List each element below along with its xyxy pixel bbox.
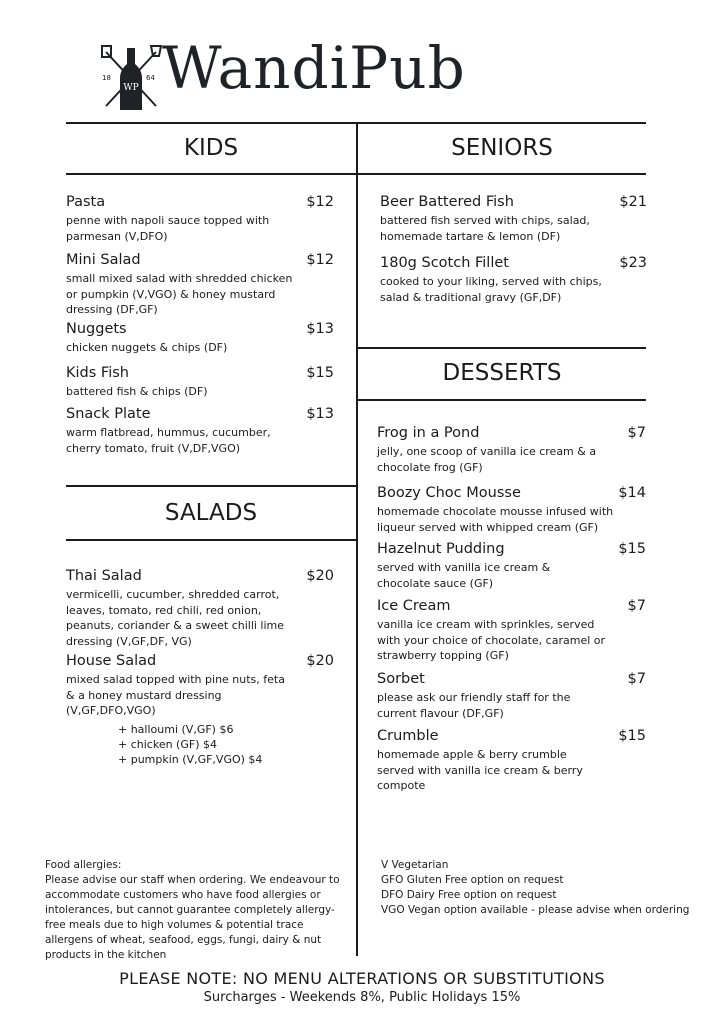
item-name: Beer Battered Fish xyxy=(380,194,514,210)
item-description: cooked to your liking, served with chips, salad & traditional gravy (GF,DF) xyxy=(380,275,602,304)
menu-item xyxy=(377,597,646,664)
item-price: $15 xyxy=(618,728,646,744)
item-name: 180g Scotch Fillet xyxy=(380,255,509,271)
item-price: $23 xyxy=(619,255,647,271)
item-name: Hazelnut Pudding xyxy=(377,541,505,557)
item-description: chicken nuggets & chips (DF) xyxy=(66,341,228,354)
brand-logo xyxy=(100,34,570,112)
menu-item xyxy=(377,484,646,535)
item-price: $7 xyxy=(627,598,646,614)
section-title-kids: KIDS xyxy=(183,135,239,161)
item-name: Pasta xyxy=(66,194,106,210)
menu-item xyxy=(66,364,334,400)
item-description: vermicelli, cucumber, shredded carrot, leaves, tomato, red chili, red onion, peanuts, coriander & a sweet chilli lime dressing (V,GF,DF, VG) xyxy=(66,588,285,648)
item-description: battered fish served with chips, salad, homemade tartare & lemon (DF) xyxy=(380,214,590,243)
divider-desserts-top xyxy=(356,347,646,349)
item-description: small mixed salad with shredded chicken or pumpkin (V,VGO) & honey mustard dressing (DF,GF) xyxy=(66,272,293,316)
dietary-legend xyxy=(381,858,701,918)
item-price: $7 xyxy=(627,671,646,687)
item-name: Boozy Choc Mousse xyxy=(377,485,521,501)
item-price: $13 xyxy=(306,321,334,337)
item-price: $15 xyxy=(618,541,646,557)
item-description: battered fish & chips (DF) xyxy=(66,385,208,398)
item-name: House Salad xyxy=(66,653,157,669)
item-price: $20 xyxy=(306,568,334,584)
section-title-seniors: SENIORS xyxy=(451,135,553,161)
item-name: Frog in a Pond xyxy=(377,425,480,441)
menu-item xyxy=(66,567,334,649)
legend-item: DFO Dairy Free option on request xyxy=(381,889,557,901)
item-name: Nuggets xyxy=(66,321,127,337)
salad-addons xyxy=(118,722,262,767)
item-description: homemade chocolate mousse infused with liqueur served with whipped cream (GF) xyxy=(377,505,614,534)
year-right: 64 xyxy=(146,74,155,82)
item-price: $12 xyxy=(306,194,334,210)
item-price: $12 xyxy=(306,252,334,268)
menu-item xyxy=(66,405,334,456)
item-name: Ice Cream xyxy=(377,598,451,614)
item-price: $7 xyxy=(627,425,646,441)
item-description: vanilla ice cream with sprinkles, served with your choice of chocolate, caramel or strawberry topping (GF) xyxy=(377,618,606,662)
item-name: Kids Fish xyxy=(66,365,129,381)
item-price: $14 xyxy=(618,485,646,501)
menu-item xyxy=(377,727,646,794)
item-name: Sorbet xyxy=(377,671,425,687)
surcharge-notice: Surcharges - Weekends 8%, Public Holidays 15% xyxy=(203,990,521,1005)
legend-item: VGO Vegan option available - please advise when ordering xyxy=(381,904,690,916)
menu-item xyxy=(380,193,647,244)
svg-text:WP: WP xyxy=(123,83,139,93)
menu-item xyxy=(377,670,646,721)
menu-item xyxy=(66,193,334,244)
brand-name: WandiPub xyxy=(162,34,466,102)
menu-item xyxy=(66,652,334,719)
legend-item: GFO Gluten Free option on request xyxy=(381,874,564,886)
section-title-salads: SALADS xyxy=(164,500,258,526)
allergy-heading: Food allergies: xyxy=(45,859,122,871)
divider-salads-top xyxy=(66,485,356,487)
item-price: $13 xyxy=(306,406,334,422)
menu-item xyxy=(380,254,647,305)
item-description: homemade apple & berry crumble served with vanilla ice cream & berry compote xyxy=(377,748,583,792)
section-title-desserts: DESSERTS xyxy=(442,360,562,386)
item-name: Crumble xyxy=(377,728,439,744)
divider-salads-bottom xyxy=(66,539,356,541)
item-description: served with vanilla ice cream & chocolate sauce (GF) xyxy=(377,561,551,590)
divider-desserts-bottom xyxy=(356,399,646,401)
item-description: penne with napoli sauce topped with parmesan (V,DFO) xyxy=(66,214,270,243)
item-price: $15 xyxy=(306,365,334,381)
allergy-text: Please advise our staff when ordering. We endeavour to accommodate customers who have food allergies or intolerances, but cannot guarantee completely allergy-free meals due to high volumes & potential trace allergens of wheat, seafood, eggs, fungi, dairy & nut products in the kitchen xyxy=(45,874,340,961)
item-description: mixed salad topped with pine nuts, feta & a honey mustard dressing (V,GF,DFO,VGO) xyxy=(66,673,285,717)
item-name: Snack Plate xyxy=(66,406,151,422)
year-left: 18 xyxy=(102,74,111,82)
item-price: $21 xyxy=(619,194,647,210)
addon-item: + pumpkin (V,GF,VGO) $4 xyxy=(118,753,263,766)
menu-item xyxy=(66,320,334,356)
item-name: Thai Salad xyxy=(66,568,142,584)
menu-item xyxy=(377,540,646,591)
allergy-notice xyxy=(45,858,345,963)
item-price: $20 xyxy=(306,653,334,669)
menu-notice: PLEASE NOTE: NO MENU ALTERATIONS OR SUBSTITUTIONS xyxy=(119,969,605,988)
item-description: jelly, one scoop of vanilla ice cream & a chocolate frog (GF) xyxy=(377,445,597,474)
item-name: Mini Salad xyxy=(66,252,141,268)
addon-item: + chicken (GF) $4 xyxy=(118,738,217,751)
divider-center xyxy=(356,122,358,956)
menu-item xyxy=(66,251,334,318)
addon-item: + halloumi (V,GF) $6 xyxy=(118,723,234,736)
item-description: warm flatbread, hummus, cucumber, cherry tomato, fruit (V,DF,VGO) xyxy=(66,426,271,455)
legend-item: V Vegetarian xyxy=(381,859,449,871)
item-description: please ask our friendly staff for the current flavour (DF,GF) xyxy=(377,691,571,720)
menu-item xyxy=(377,424,646,475)
